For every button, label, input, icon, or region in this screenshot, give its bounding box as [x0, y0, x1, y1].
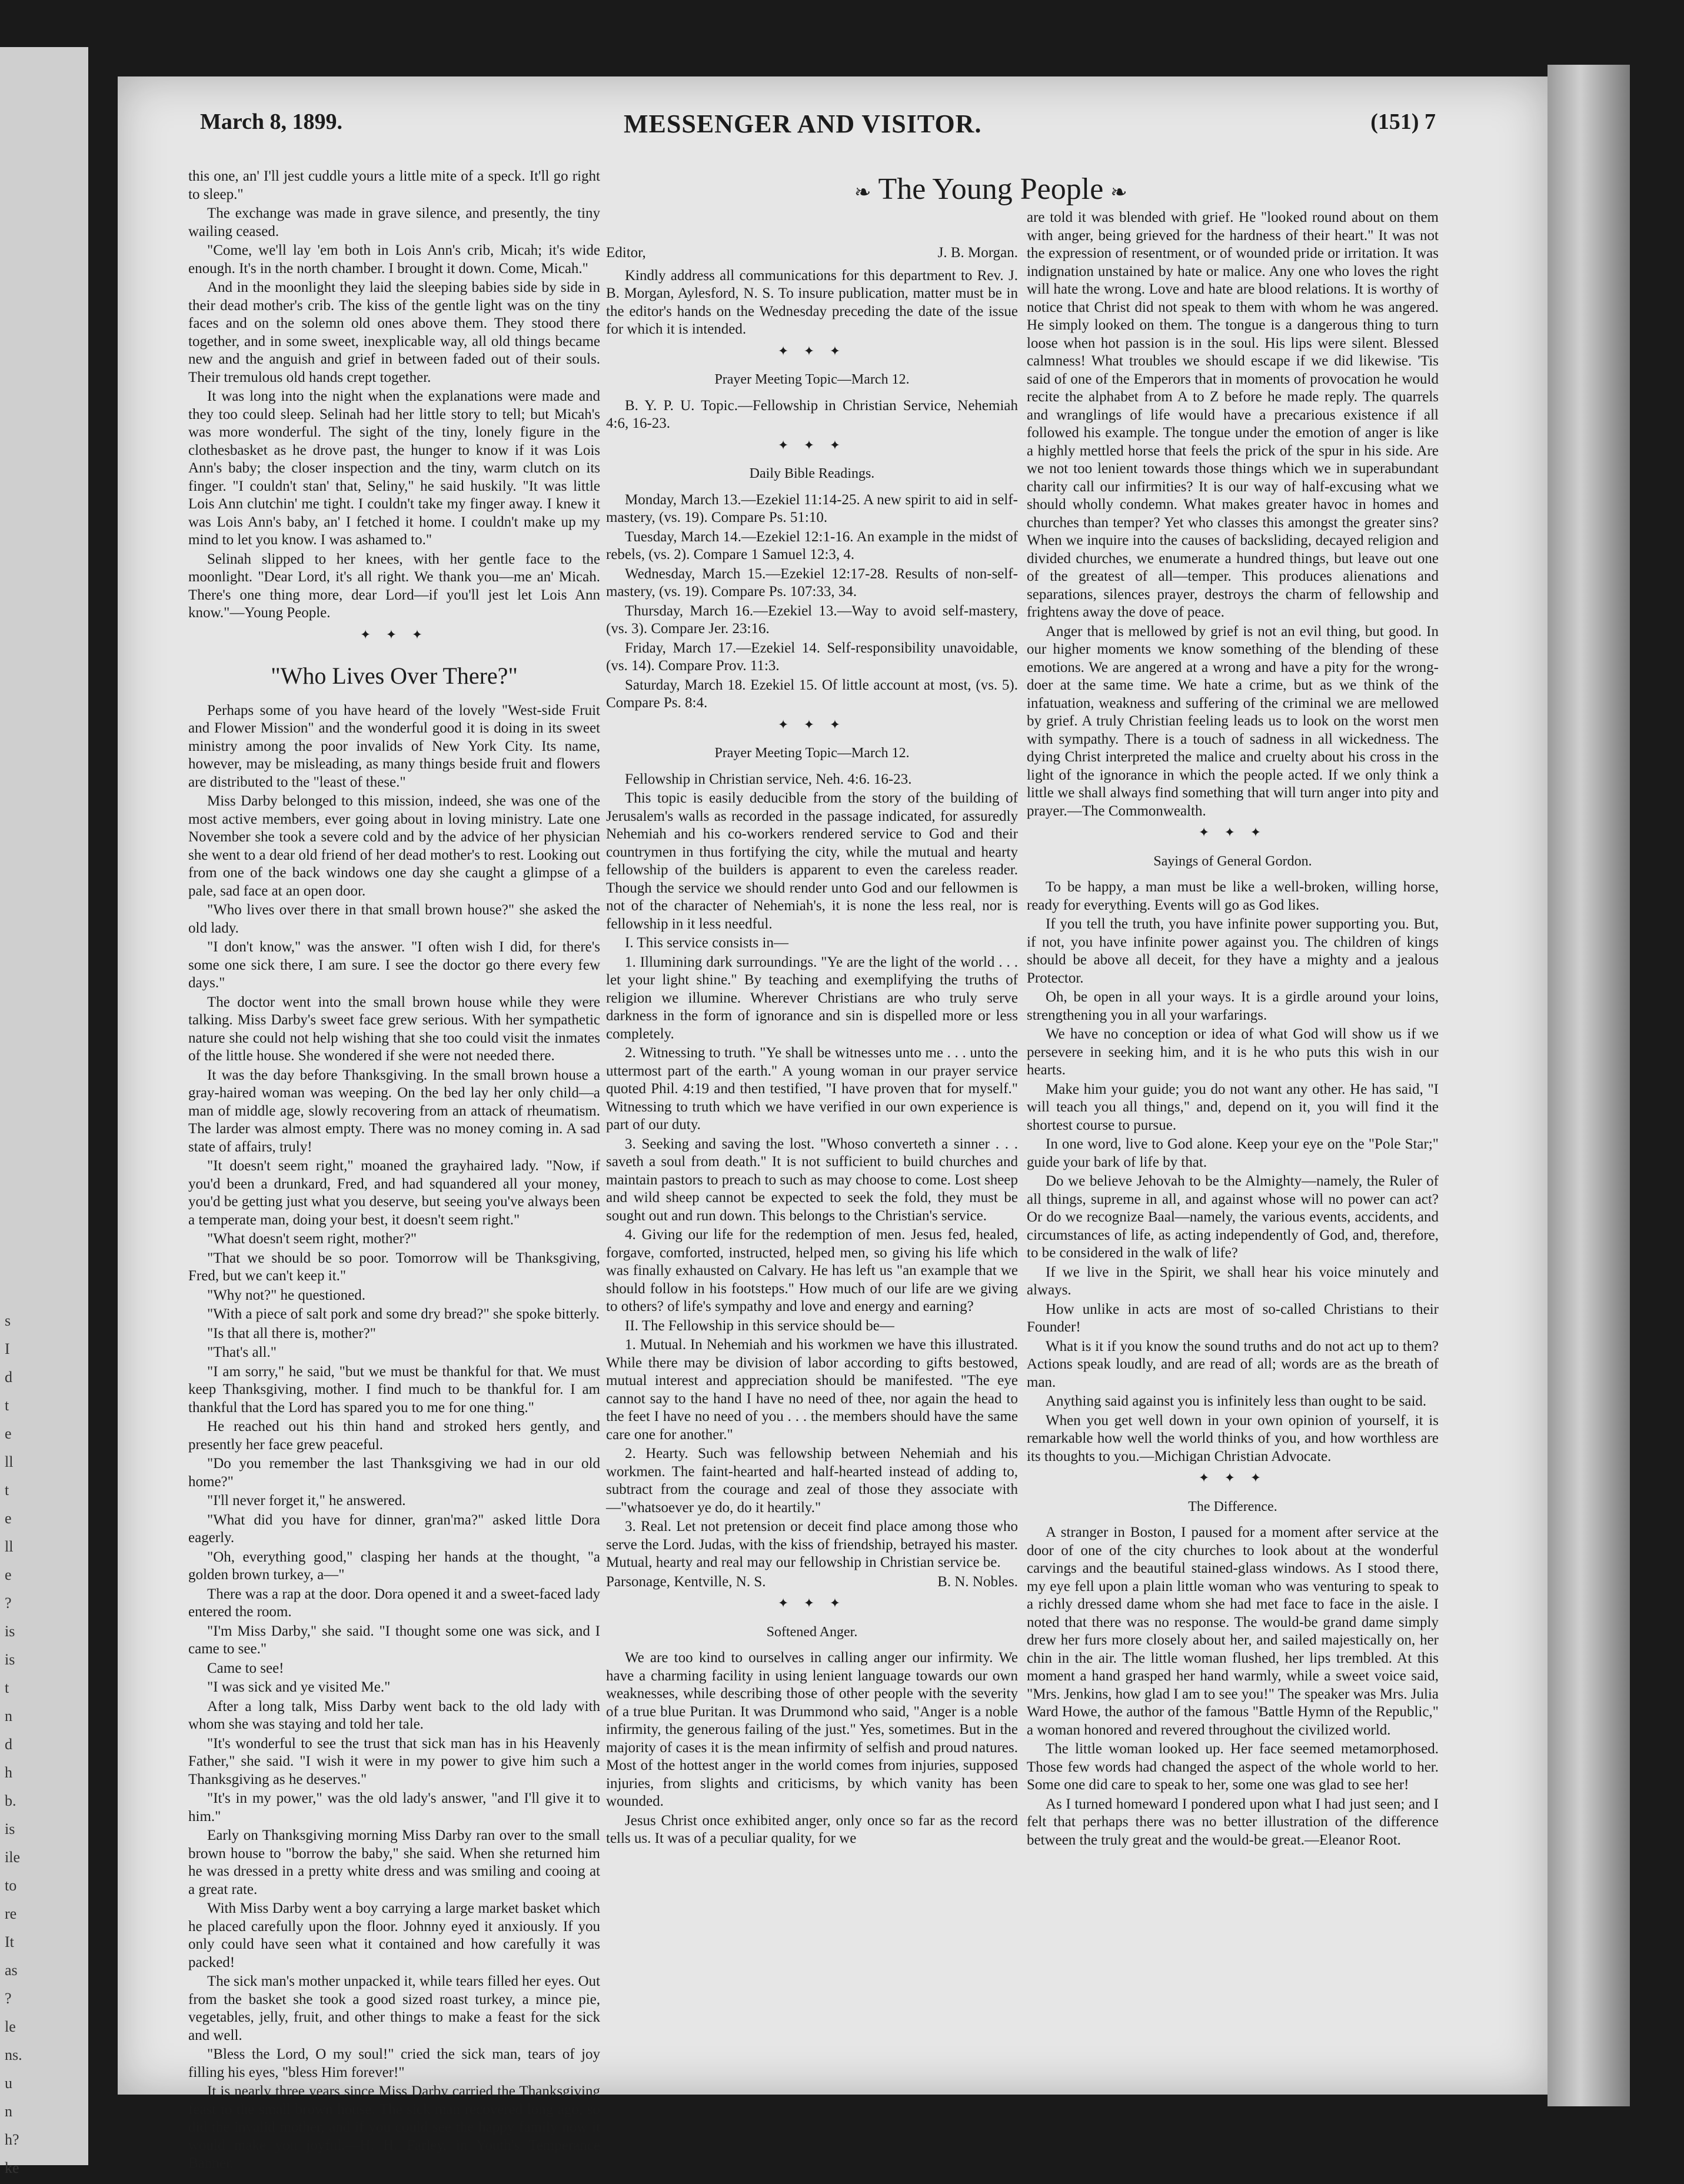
paragraph: The doctor went into the small brown house while they were talking. Miss Darby's sweet face grew serious. With her sympathetic nature she could not help wishing that she too could visit the inmates of the little house. She wondered if she were not needed there. [188, 994, 600, 1064]
paragraph: Jesus Christ once exhibited anger, only once so far as the record tells us. It was of a peculiar quality, for we [606, 1812, 1018, 1846]
paragraph: "It's in my power," was the old lady's answer, "and I'll give it to him." [188, 1790, 600, 1825]
paragraph: "I was sick and ye visited Me." [207, 1679, 391, 1695]
paragraph: "With a piece of salt pork and some dry bread?" she spoke bitterly. [207, 1306, 600, 1322]
section-heading: Prayer Meeting Topic—March 12. [714, 745, 910, 761]
paragraph: "Do you remember the last Thanksgiving we had in our old home?" [188, 1456, 600, 1490]
paragraph: Anger that is mellowed by grief is not an evil thing, but good. In our higher moments we know something of the blending of these emotions. We are angered at a wrong and have a pity for the wrong-doer at the same time. We hate a crime, but as we think of the infatuation, weakness and suffering of the criminal we are mellowed by grief. A truly Christian feeling leads us to look on the worst men with sympathy. There is a touch of sadness in all wickedness. The dying Christ interpreted the malice and cruelty about his cross in the light of the ignorance in which the people acted. If we only think a little we shall always find something that will turn anger into pity and prayer.—The Commonwealth. [1027, 623, 1439, 819]
paragraph: 2. Hearty. Such was fellowship between Nehemiah and his workmen. The faint-hearted and half-hearted instead of adding to, subtract from the courage and zeal of those they associate with—"whatsoever ye do, do it heartily." [606, 1446, 1018, 1516]
adjacent-page-text: n [5, 1707, 12, 1724]
paragraph: It is nearly three years since Miss Darby carried the Thanksgiving feast to the small brown house. The sick man recovered long ago, so did the invalid mother, and if you could see the happy family now it would make you joyful.—H. H. Farley, in Youth's Temperance Banner. [188, 2083, 600, 2171]
paragraph: "Bless the Lord, O my soul!" cried the sick man, tears of joy filling his eyes, "bless Him forever!" [188, 2046, 600, 2080]
paragraph: "I am sorry," he said, "but we must be thankful for that. We must keep Thanksgiving, mother. I find much to be thankful for. I am thankful that the Lord has spared you to me for one thing." [188, 1363, 600, 1416]
adjacent-page-text: is [5, 1623, 15, 1640]
saying: Oh, be open in all your ways. It is a girdle around your loins, strengthening you in all your warfarings. [1027, 989, 1439, 1023]
paragraph: 4. Giving our life for the redemption of men. Jesus fed, healed, forgave, comforted, instructed, helped men, so giving his life which was finally exhausted on Calvary. He has left us "an example that we should follow in his footsteps." How much of our life are we giving to others? of life's sympathy and love and energy and earning? [606, 1227, 1018, 1314]
saying: How unlike in acts are most of so-called Christians to their Founder! [1027, 1301, 1439, 1335]
paragraph: The little woman looked up. Her face seemed metamorphosed. Those few words had changed the aspect of the whole world to her. Some one did care to speak to her, some one was glad to see her! [1027, 1741, 1439, 1793]
reading: Saturday, March 18. Ezekiel 15. Of little account at most, (vs. 5). Compare Ps. 8:4. [606, 677, 1018, 711]
paragraph: It was long into the night when the explanations were made and they too could sleep. Selinah had her little story to tell; but Micah's was more wonderful. The sight of the tiny, lonely figure in the clothesbasket as he drove past, the hunger to know if it was Lois Ann's baby; the closer inspection and the tiny, warm clutch on its finger. "I couldn't stan' that, Seliny," he said huskily. "It was little Lois Ann clutchin' me tight. I couldn't take my finger away. I knew it was Lois Ann's baby, an' I fetched it home. I couldn't make up my mind to let you know. I was ashamed to." [188, 388, 600, 548]
paragraph: II. The Fellowship in this service should be— [625, 1317, 894, 1334]
adjacent-page-text: to [5, 1877, 17, 1894]
section-ornament: ✦ ✦ ✦ [777, 437, 847, 452]
adjacent-page-text: t [5, 1481, 9, 1499]
paragraph: "Why not?" he questioned. [207, 1287, 365, 1303]
reading: Wednesday, March 15.—Ezekiel 12:17-28. Results of non-self-mastery, (vs. 19). Compare Ps. 107:33, 34. [606, 565, 1018, 600]
adjacent-page-text: is [5, 1651, 15, 1668]
adjacent-page-text: ke [5, 2159, 19, 2176]
saying: Make him your guide; you do not want any other. He has said, "I will teach you all things," and, depend on it, you will find it the shortest course to pursue. [1027, 1081, 1439, 1133]
paragraph: With Miss Darby went a boy carrying a large market basket which he placed carefully upon the floor. Johnny eyed it anxiously. If you only could have seen what it contained and how carefully it was packed! [188, 1900, 600, 1970]
paragraph: Perhaps some of you have heard of the lovely "West-side Fruit and Flower Mission" and the wonderful good it is doing in its sweet ministry among the poor invalids of New York City. Its name, however, may be misleading, as many things beside fruit and flowers are distributed to the "least of these." [188, 702, 600, 790]
paragraph: "Who lives over there in that small brown house?" she asked the old lady. [188, 902, 600, 936]
signature-place: Parsonage, Kentville, N. S. [606, 1573, 766, 1590]
paragraph: 1. Mutual. In Nehemiah and his workmen we have this illustrated. While there may be division of labor according to gifts bestowed, mutual interest and appreciation should be manifested. "The eye cannot say to the hand I have no need of thee, nor again the head to the feet I have no need of you . . . the members should have the same care one for another." [606, 1337, 1018, 1443]
reading: Monday, March 13.—Ezekiel 11:14-25. A new spirit to aid in self-mastery, (vs. 19). Compare Ps. 51:10. [606, 491, 1018, 525]
editor-line [606, 244, 1018, 262]
adjacent-page-text: h [5, 1764, 12, 1781]
article-title: "Who Lives Over There?" [271, 662, 518, 689]
section-ornament: ✦ ✦ ✦ [777, 343, 847, 358]
section-heading: The Difference. [1188, 1499, 1277, 1514]
signature-line [606, 1573, 1018, 1592]
adjacent-page-text: le [5, 2018, 16, 2035]
adjacent-page-text: n [5, 2103, 12, 2120]
paragraph: "I'll never forget it," he answered. [207, 1493, 406, 1509]
page-number: (151) 7 [1370, 109, 1436, 134]
fleuron-icon: ❧ [1110, 182, 1127, 204]
paragraph: "It's wonderful to see the trust that sick man has in his Heavenly Father," she said. "I wish it were in my power to give him such a Thanksgiving as he deserves." [188, 1735, 600, 1787]
signature-name: B. N. Nobles. [937, 1573, 1018, 1590]
editor-name: J. B. Morgan. [937, 245, 1018, 261]
paragraph: "It doesn't seem right," moaned the grayhaired lady. "Now, if you'd been a drunkard, Fred, and had squandered all your money, you'd be getting just what you deserve, but seeing you've always been a temperate man, doing your best, it doesn't seem right." [188, 1158, 600, 1228]
fleuron-icon: ❧ [854, 182, 871, 204]
issue-date: March 8, 1899. [200, 109, 343, 134]
saying: If you tell the truth, you have infinite power supporting you. But, if not, you have infinite power against you. The children of kings should be above all deceit, for they have a mighty and a jealous Protector. [1027, 916, 1439, 986]
reading: Thursday, March 16.—Ezekiel 13.—Way to avoid self-mastery, (vs. 3). Compare Jer. 23:16. [606, 602, 1018, 637]
paragraph: I. This service consists in— [625, 935, 788, 951]
section-heading: Softened Anger. [766, 1624, 858, 1640]
paragraph: 3. Real. Let not pretension or deceit find place among those who serve the Lord. Judas, with the kiss of friendship, betrayed his master. Mutual, hearty and real may our fellowship in Christian service be. [606, 1519, 1018, 1570]
paragraph: Selinah slipped to her knees, with her gentle face to the moonlight. "Dear Lord, it's all right. We thank you—me an' Micah. There's one thing more, dear Lord—if you'll jest let Lois Ann know."—Young People. [188, 551, 600, 621]
book-edge [1547, 65, 1630, 2106]
paragraph: "Come, we'll lay 'em both in Lois Ann's crib, Micah; it's wide enough. It's in the north chamber. I brought it down. Come, Micah." [188, 242, 600, 277]
paragraph: After a long talk, Miss Darby went back to the old lady with whom she was staying and told her tale. [188, 1698, 600, 1732]
section-ornament: ✦ ✦ ✦ [1198, 1470, 1267, 1485]
adjacent-page-text: t [5, 1397, 9, 1414]
adjacent-page-text: re [5, 1905, 17, 1922]
paragraph: We are too kind to ourselves in calling anger our infirmity. We have a charming facility in using lenient language towards our own weaknesses, while describing those of other people with the severity of a true blue Puritan. It was Drummond who said, "Anger is a noble infirmity, the generous failing of the just." Yes, sometimes. But in the majority of cases it is the mean infirmity of selfish and proud natures. Most of the hottest anger in the world comes from injuries, supposed injuries, from slights and criticisms, by which vanity has been wounded. [606, 1650, 1018, 1809]
paragraph: This topic is easily deducible from the story of the building of Jerusalem's walls as recorded in the passage indicated, for assuredly Nehemiah and his co-workers rendered service to God and their countrymen in thus fortifying the city, while the mutual and hearty fellowship of the builders is apparent to even the careless reader. Though the service we should render unto God and our fellowmen is not of the character of Nehemiah's, it is none the less real, nor is fellowship in it less needful. [606, 790, 1018, 932]
paragraph: 3. Seeking and saving the lost. "Whoso converteth a sinner . . . saveth a soul from death." It is not sufficient to build churches and maintain pastors to preach to such as may choose to come. Lost sheep and wild sheep cannot be expected to seek the fold, they must be sought out and run down. This belongs to the Christian's service. [606, 1136, 1018, 1224]
paragraph: "I don't know," was the answer. "I often wish I did, for there's some one sick there, I am sure. I see the doctor go there every few days." [188, 939, 600, 991]
adjacent-page-text: b. [5, 1792, 16, 1809]
saying: When you get well down in your own opinion of yourself, it is remarkable how well the world thinks of you, and how worthless are its thoughts to you.—Michigan Christian Advocate. [1027, 1412, 1439, 1464]
paragraph: Fellowship in Christian service, Neh. 4:6. 16-23. [625, 771, 912, 787]
saying: Anything said against you is infinitely less than ought to be said. [1046, 1393, 1427, 1409]
saying: Do we believe Jehovah to be the Almighty—namely, the Ruler of all things, supreme in all, and against whose will no power can act? Or do we recognize Baal—namely, the various events, accidents, and circumstances of life, as acting independently of God, and, therefore, to be considered in the walk of life? [1027, 1173, 1439, 1261]
paragraph: "That we should be so poor. Tomorrow will be Thanksgiving, Fred, but we can't keep it." [188, 1250, 600, 1284]
paragraph: And in the moonlight they laid the sleeping babies side by side in their dead mother's crib. The kiss of the gentle light was on the tiny faces and on the solemn old ones above them. They stood there together, and in some sweet, inexplicable way, all old things became new and the anguish and grief in between faded out of their souls. Their tremulous old hands crept together. [188, 279, 600, 385]
paragraph: 2. Witnessing to truth. "Ye shall be witnesses unto me . . . unto the uttermost part of the earth." A young woman in our prayer service quoted Phil. 4:19 and then testified, "I have proven that for myself." Witnessing to truth which we have verified in our own experience is part of our duty. [606, 1045, 1018, 1133]
editor-label: Editor, [606, 245, 646, 261]
section-ornament: ✦ ✦ ✦ [360, 627, 429, 642]
reading: Friday, March 17.—Ezekiel 14. Self-responsibility unavoidable, (vs. 14). Compare Prov. 11:3. [606, 640, 1018, 674]
adjacent-page-text: as [5, 1962, 18, 1979]
section-ornament: ✦ ✦ ✦ [777, 717, 847, 732]
paper-title: MESSENGER AND VISITOR. [624, 109, 982, 138]
adjacent-page-text: ll [5, 1538, 14, 1555]
adjacent-page-text: e [5, 1425, 12, 1442]
paragraph: Miss Darby belonged to this mission, indeed, she was one of the most active members, ever going about in loving ministry. Late one November she took a severe cold and by the advice of her physician she went to a dear old friend of her dead mother's to rest. Looking out from one of the back windows one day she caught a glimpse of a pale, sad face at an open door. [188, 793, 600, 899]
paragraph: As I turned homeward I pondered upon what I had just seen; and I felt that perhaps there was no better illustration of the difference between the truly great and the would-be great.—Eleanor Root. [1027, 1796, 1439, 1848]
reading: Tuesday, March 14.—Ezekiel 12:1-16. An example in the midst of rebels, (vs. 2). Compare 1 Samuel 12:3, 4. [606, 528, 1018, 562]
paragraph: B. Y. P. U. Topic.—Fellowship in Christian Service, Nehemiah 4:6, 16-23. [606, 397, 1018, 431]
adjacent-page-text: u [5, 2075, 12, 2092]
column-2 [606, 168, 1018, 2050]
section-ornament: ✦ ✦ ✦ [777, 1596, 847, 1610]
paragraph: are told it was blended with grief. He "looked round about on them with anger, being grieved for the hardness of their heart." It was not the expression of resentment, or of wounded pride or irritation. It was indignation unstained by hate or malice. Any one who loves the right will hate the wrong. Love and hate are blood relations. It is worthy of notice that Christ did not speak to them with whom he was angered. He simply looked on them. The tongue is a dangerous thing to turn loose when hot passion is in the soul. His lips were silent. Blessed calmness! What troubles we should escape if we did likewise. 'Tis said of one of the Emperors that in moments of provocation he would recite the alphabet from A to Z before he made reply. The quarrels and wranglings of life would have a precarious existence if all followed his example. The tongue under the emotion of anger is like a highly mettled horse that feels the prick of the spur in his side. Are we not too lenient towards those things which we in superabundant charity call our infirmities? It is our way of half-excusing what we should wholly condemn. What makes greater havoc in homes and churches than temper? Yet who classes this amongst the greater sins? When we inquire into the causes of backsliding, decayed religion and divided churches, we enumerate a hundred things, but leave out one of the greatest of all—temper. This produces alienations and separations, silences prayer, destroys the charm of fellowship and frightens away the dove of peace. [1027, 209, 1439, 620]
adjacent-page-text: It [5, 1933, 14, 1950]
saying: What is it if you know the sound truths and do not act up to them? Actions speak loudly, and are read of all; words are as the breath of man. [1027, 1338, 1439, 1390]
saying: In one word, live to God alone. Keep your eye on the "Pole Star;" guide your bark of life by that. [1027, 1136, 1439, 1170]
paragraph: He reached out his thin hand and stroked hers gently, and presently her face grew peaceful. [188, 1419, 600, 1453]
paragraph: The sick man's mother unpacked it, while tears filled her eyes. Out from the basket she took a good sized roast turkey, a mince pie, vegetables, jelly, fruit, and other things to make a feast for the sick and well. [188, 1973, 600, 2043]
adjacent-page-text: s [5, 1312, 11, 1329]
saying: We have no conception or idea of what God will show us if we persevere in seeking him, and it is he who puts this wish in our hearts. [1027, 1026, 1439, 1078]
saying: To be happy, a man must be like a well-broken, willing horse, ready for everything. Events will go as God likes. [1027, 879, 1439, 913]
adjacent-page-text: d [5, 1736, 12, 1753]
section-ornament: ✦ ✦ ✦ [1198, 825, 1267, 840]
paragraph: Kindly address all communications for this department to Rev. J. B. Morgan, Aylesford, N. S. To insure publication, matter must be in the editor's hands on the Wednesday preceding the date of the issue for which it is intended. [606, 267, 1018, 337]
adjacent-page-text: e [5, 1566, 12, 1583]
adjacent-page-text: e [5, 1510, 12, 1527]
paragraph: It was the day before Thanksgiving. In the small brown house a gray-haired woman was weeping. On the bed lay her only child—a man of middle age, slowly recovering from an attack of rheumatism. The larder was almost empty. There was no money coming in. A sad state of affairs, truly! [188, 1067, 600, 1155]
masthead [200, 109, 1436, 144]
adjacent-page-text: ? [5, 1990, 12, 2007]
section-heading: Sayings of General Gordon. [1153, 853, 1312, 869]
adjacent-page-text: t [5, 1679, 9, 1696]
adjacent-page-text: ns. [5, 2046, 22, 2063]
adjacent-page-text: ile [5, 1849, 20, 1866]
paragraph: There was a rap at the door. Dora opened it and a sweet-faced lady entered the room. [188, 1586, 600, 1620]
adjacent-page-text: h? [5, 2131, 19, 2148]
paragraph: "What did you have for dinner, gran'ma?" asked little Dora eagerly. [188, 1512, 600, 1546]
paragraph: A stranger in Boston, I paused for a moment after service at the door of one of the city churches to look about at the wonderful carvings and the beautiful stained-glass windows. As I stood there, my eye fell upon a plain little woman who was venturing to speak to a richly dressed dame whom she had met face to face in the aisle. I noted that there was no response. The would-be grand dame simply drew her furs more closely about her, and sailed majestically on, her chin in the air. The little woman flushed, her lips trembled. At this moment a hand grasped her hand warmly, while a sweet voice said, "Mrs. Jenkins, how glad I am to see you!" The speaker was Mrs. Julia Ward Howe, the author of the famous "Battle Hymn of the Republic," a woman honored and revered throughout the civilized world. [1027, 1524, 1439, 1738]
paragraph: 1. Illumining dark surroundings. "Ye are the light of the world . . . let your light shine." By teaching and exemplifying the truths of religion we illumine. Wherever Christians are who truly serve darkness in the form of ignorance and sin is dispelled more or less completely. [606, 954, 1018, 1042]
paragraph: Came to see! [207, 1660, 284, 1676]
adjacent-page-text: is [5, 1820, 15, 1837]
paragraph: The exchange was made in grave silence, and presently, the tiny wailing ceased. [188, 205, 600, 239]
paragraph: "Oh, everything good," clasping her hands at the thought, "a golden brown turkey, a—" [188, 1549, 600, 1583]
adjacent-page-text: I [5, 1340, 10, 1357]
section-heading: Prayer Meeting Topic—March 12. [714, 372, 910, 387]
paragraph: this one, an' I'll jest cuddle yours a little mite of a speck. It'll go right to sleep." [188, 168, 600, 202]
paragraph: "I'm Miss Darby," she said. "I thought some one was sick, and I came to see." [188, 1623, 600, 1657]
column-3 [1027, 209, 1439, 2109]
paragraph: Early on Thanksgiving morning Miss Darby ran over to the small brown house to "borrow the baby," she said. When she returned him he was dressed in a pretty white dress and was smiling and cooing at a great rate. [188, 1827, 600, 1897]
column-1 [188, 168, 600, 2171]
adjacent-page-text: ? [5, 1594, 12, 1612]
paragraph: "Is that all there is, mother?" [207, 1325, 376, 1341]
paragraph: "What doesn't seem right, mother?" [207, 1231, 417, 1247]
paragraph: "That's all." [207, 1344, 277, 1360]
adjacent-page-text: ll [5, 1453, 14, 1470]
adjacent-page-fragment [0, 47, 88, 2176]
section-heading: Daily Bible Readings. [749, 466, 875, 481]
saying: If we live in the Spirit, we shall hear his voice minutely and always. [1027, 1264, 1439, 1298]
young-people-title: The Young People [878, 172, 1104, 206]
adjacent-page-text: d [5, 1369, 12, 1386]
